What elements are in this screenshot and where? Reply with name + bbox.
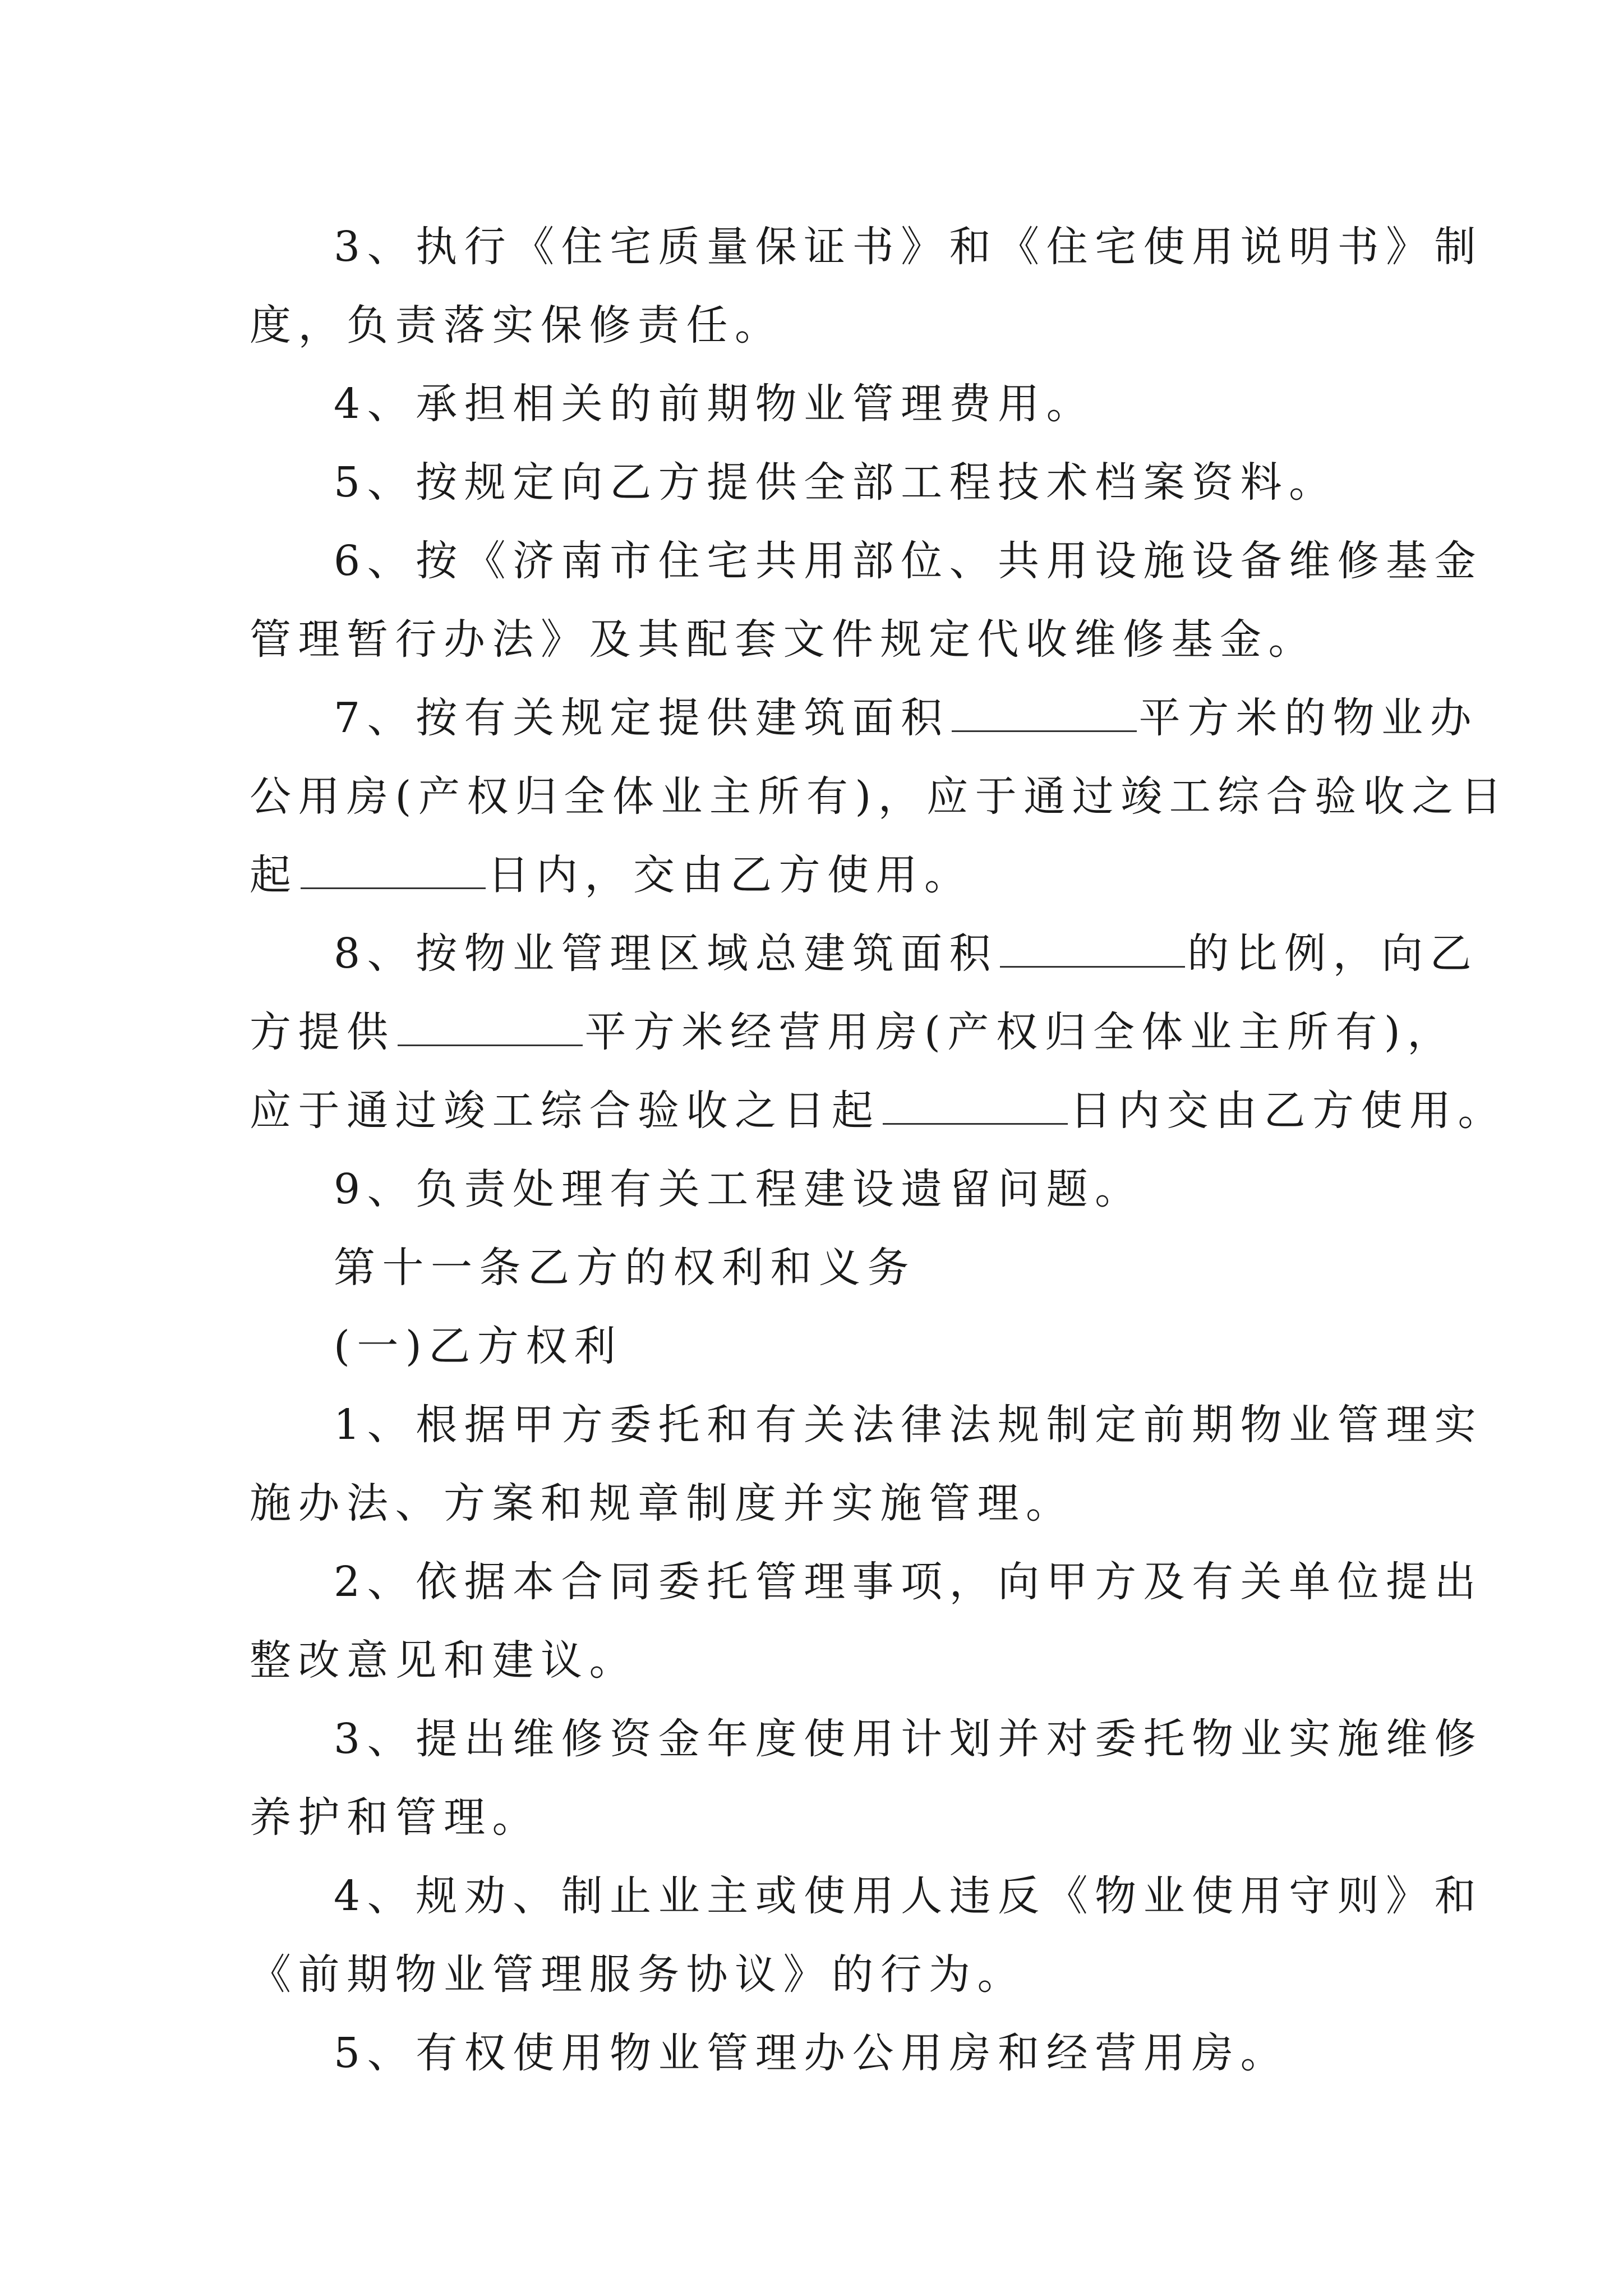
rights-item-2: [250, 1543, 1483, 1700]
text-line: 3、提出维修资金年度使用计划并对委托物业实施维修: [334, 1715, 1483, 1763]
fill-in-blank: [883, 1089, 1068, 1125]
text-line: 施办法、方案和规章制度并实施管理。: [250, 1479, 1075, 1527]
text-line: 4、承担相关的前期物业管理费用。: [334, 380, 1095, 428]
text-line: [250, 679, 1479, 757]
text-line: 公用房(产权归全体业主所有)，应于通过竣工综合验收之日: [250, 772, 1509, 821]
text-line: 2、依据本合同委托管理事项，向甲方及有关单位提出: [334, 1558, 1483, 1606]
text-line: [250, 1071, 1506, 1150]
text-line: (一)乙方权利: [334, 1322, 623, 1370]
text-segment: 应于通过竣工综合验收之日起: [250, 1087, 880, 1135]
paragraph-item-3: [250, 208, 1483, 365]
text-line: [250, 836, 1377, 914]
text-segment: 的比例，向乙: [1187, 930, 1479, 978]
text-line: 6、按《济南市住宅共用部位、共用设施设备维修基金: [334, 537, 1483, 585]
text-segment: 平方米经营用房(产权归全体业主所有)，: [584, 1008, 1456, 1056]
text-segment: 方提供: [250, 1008, 395, 1056]
paragraph-item-7: [250, 679, 1509, 914]
rights-item-1: [250, 1386, 1483, 1543]
text-line: 5、有权使用物业管理办公用房和经营用房。: [334, 2029, 1289, 2077]
text-line: 9、负责处理有关工程建设遗留问题。: [334, 1165, 1144, 1213]
text-segment: 7、按有关规定提供建筑面积: [334, 694, 949, 742]
paragraph-item-4: [250, 365, 1377, 443]
text-line: [250, 914, 1479, 993]
document-page: [250, 208, 1509, 2092]
text-line: 4、规劝、制止业主或使用人违反《物业使用守则》和: [334, 1872, 1483, 1920]
paragraph-item-9: [250, 1150, 1377, 1228]
rights-item-3: [250, 1700, 1483, 1857]
paragraph-item-5: [250, 443, 1377, 522]
text-line: 5、按规定向乙方提供全部工程技术档案资料。: [334, 458, 1338, 507]
text-line: 管理暂行办法》及其配套文件规定代收维修基金。: [250, 615, 1317, 664]
text-line: 第十一条乙方的权利和义务: [334, 1244, 916, 1292]
text-segment: 日内，交由乙方使用。: [487, 851, 973, 899]
fill-in-blank: [1000, 932, 1185, 968]
paragraph-item-6: [250, 522, 1483, 679]
text-line: [250, 993, 1456, 1071]
text-segment: 平方米的物业办: [1138, 694, 1479, 742]
text-segment: 起: [250, 851, 298, 899]
article-heading: [250, 1228, 1377, 1307]
text-line: 1、根据甲方委托和有关法律法规制定前期物业管理实: [334, 1401, 1483, 1449]
text-line: 养护和管理。: [250, 1793, 541, 1842]
text-line: 3、执行《住宅质量保证书》和《住宅使用说明书》制: [334, 223, 1483, 271]
fill-in-blank: [301, 854, 486, 889]
section-heading: [250, 1307, 1377, 1386]
fill-in-blank: [398, 1011, 583, 1046]
rights-item-4: [250, 1857, 1483, 2014]
text-line: 度，负责落实保修责任。: [250, 301, 783, 349]
text-segment: 日内交由乙方使用。: [1069, 1087, 1506, 1135]
paragraph-item-8: [250, 914, 1506, 1150]
text-segment: 8、按物业管理区域总建筑面积: [334, 930, 998, 978]
text-line: 整改意见和建议。: [250, 1636, 638, 1685]
text-line: 《前期物业管理服务协议》的行为。: [250, 1950, 1026, 1999]
rights-item-5: [250, 2014, 1377, 2092]
fill-in-blank: [952, 697, 1137, 732]
